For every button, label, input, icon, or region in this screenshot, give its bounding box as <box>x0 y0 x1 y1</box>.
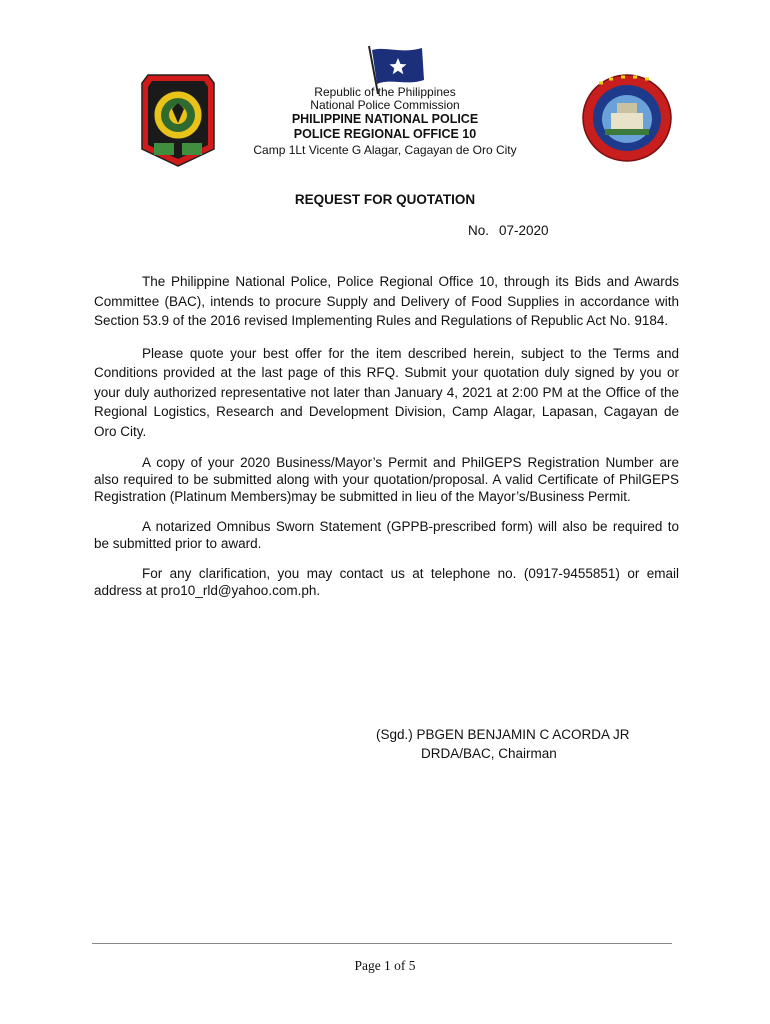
rfq-number-value: 07-2020 <box>499 223 549 238</box>
paragraph-quotation-instructions: Please quote your best offer for the item described herein, subject to the Terms and Conditions provided at the last page of this RFQ. Submit your quotation duly signed by you or your duly authorized representative not later than January 4, 2021 at 2:00 PM at the Office of the Regional Logistics, Research and Development Division, Camp Alagar, Lapasan, Cagayan de Oro City. <box>94 345 679 439</box>
paragraph-permit-requirements: A copy of your 2020 Business/Mayor’s Permit and PhilGEPS Registration Number are also required to be submitted along with your quotation/proposal. A valid Certificate of PhilGEPS Registration (Platinum Members)may be submitted in lieu of the Mayor’s/Business Permit. <box>94 455 679 504</box>
pnp-seal-icon <box>138 71 218 168</box>
country-line: Republic of the Philippines <box>314 85 456 99</box>
signature-block <box>376 725 630 763</box>
pro10-seal-icon <box>581 73 673 163</box>
footer-divider <box>92 943 672 944</box>
signatory-title: DRDA/BAC, Chairman <box>421 746 557 761</box>
page-number: Page 1 of 5 <box>354 958 416 973</box>
document-title: REQUEST FOR QUOTATION <box>294 192 476 207</box>
paragraph-procurement: The Philippine National Police, Police Regional Office 10, through its Bids and Awards Committee (BAC), intends to procure Supply and Delivery of Food Supplies in accordance with Section 53.9 of the 2016 revised Implementing Rules and Regulations of Republic Act No. 9184. <box>94 274 679 328</box>
letterhead <box>230 86 540 157</box>
office-line: POLICE REGIONAL OFFICE 10 <box>293 127 477 141</box>
document-body <box>94 272 679 612</box>
rfq-number <box>468 223 549 238</box>
rfq-number-label: No. <box>468 223 490 238</box>
paragraph-contact: For any clarification, you may contact us at telephone no. (0917-9455851) or email address at pro10_rld@yahoo.com.ph. <box>94 566 679 598</box>
agency-line: PHILIPPINE NATIONAL POLICE <box>291 112 479 126</box>
signatory-name: (Sgd.) PBGEN BENJAMIN C ACORDA JR <box>376 727 630 742</box>
address-line: Camp 1Lt Vicente G Alagar, Cagayan de Oro City <box>253 143 517 157</box>
commission-line: National Police Commission <box>310 98 460 112</box>
paragraph-omnibus-statement: A notarized Omnibus Sworn Statement (GPPB-prescribed form) will also be required to be submitted prior to award. <box>94 519 679 551</box>
